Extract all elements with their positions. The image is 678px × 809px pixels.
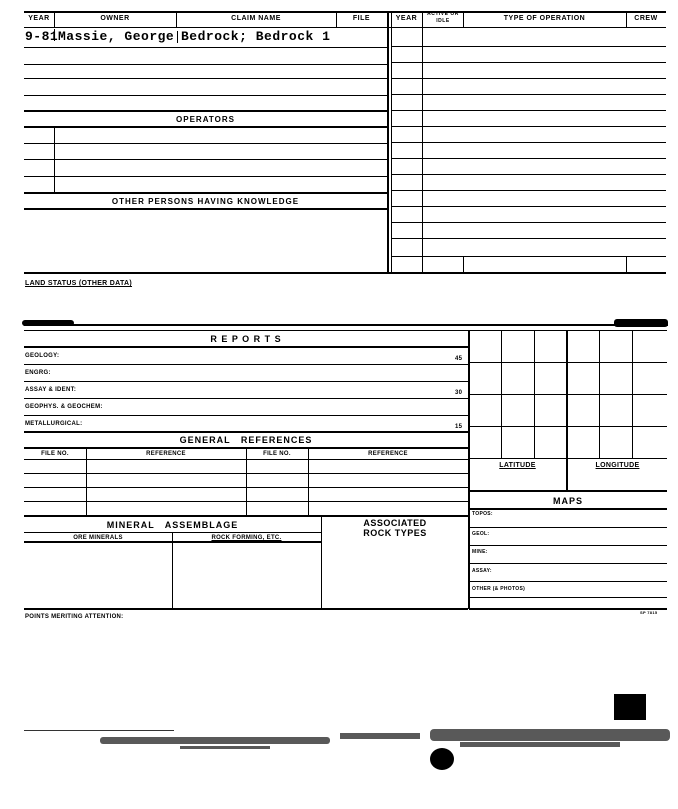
entry-owner: Massie, George <box>58 29 175 44</box>
other-persons-title: OTHER PERSONS HAVING KNOWLEDGE <box>111 197 300 206</box>
header-crew: CREW <box>634 15 658 22</box>
maps-assay: ASSAY: <box>472 568 492 574</box>
maps-geol: GEOL: <box>472 531 490 537</box>
report-num-assay: 30 <box>455 390 463 396</box>
ink-smudge <box>22 320 74 326</box>
form-code: SP 7815 <box>640 610 658 615</box>
report-label-assay: ASSAY & IDENT: <box>25 387 77 393</box>
mineral-assemblage-title: MINERAL ASSEMBLAGE <box>106 520 239 530</box>
ref-header-reference-2: REFERENCE <box>368 451 408 457</box>
maps-topos: TOPOS: <box>472 511 493 517</box>
report-label-metallurgical: METALLURGICAL: <box>25 421 83 427</box>
operators-title: OPERATORS <box>176 115 235 124</box>
longitude-label: LONGITUDE <box>595 462 640 469</box>
header-owner: OWNER <box>100 15 130 22</box>
header-year: YEAR <box>28 15 50 22</box>
ref-header-file-no-1: FILE NO. <box>41 451 69 457</box>
report-num-geology: 45 <box>455 356 463 362</box>
ref-header-reference-1: REFERENCE <box>146 451 186 457</box>
land-status-label: LAND STATUS (OTHER DATA) <box>25 280 133 287</box>
report-num-metallurgical: 15 <box>455 424 463 430</box>
points-meriting-label: POINTS MERITING ATTENTION: <box>25 614 124 620</box>
header-file: FILE <box>352 15 371 22</box>
latitude-label: LATITUDE <box>499 462 536 469</box>
report-label-geology: GEOLOGY: <box>25 353 60 359</box>
general-references-title: GENERAL REFERENCES <box>179 435 313 445</box>
entry-year: 9-81 <box>25 29 59 44</box>
reports-title: R E P O R T S <box>210 334 282 344</box>
header-claim-name: CLAIM NAME <box>231 15 281 22</box>
header-year-2: YEAR <box>395 15 418 22</box>
rock-forming-label: ROCK FORMING, ETC. <box>211 535 282 541</box>
ore-minerals-label: ORE MINERALS <box>73 535 123 541</box>
header-type-of-operation: TYPE OF OPERATION <box>503 15 586 22</box>
ink-smudge <box>614 319 668 327</box>
ref-header-file-no-2: FILE NO. <box>263 451 291 457</box>
maps-other: OTHER (& PHOTOS) <box>472 586 526 592</box>
report-label-geophys: GEOPHYS. & GEOCHEM: <box>25 404 103 410</box>
associated-rock-types: ASSOCIATED ROCK TYPES <box>363 518 427 538</box>
entry-claim-name: Bedrock; Bedrock 1 <box>181 29 331 44</box>
maps-mine: MINE: <box>472 549 488 555</box>
header-active-idle: ACTIVE OR IDLE <box>427 11 459 24</box>
report-label-engrg: ENGRG: <box>25 370 51 376</box>
maps-title: MAPS <box>552 496 583 506</box>
